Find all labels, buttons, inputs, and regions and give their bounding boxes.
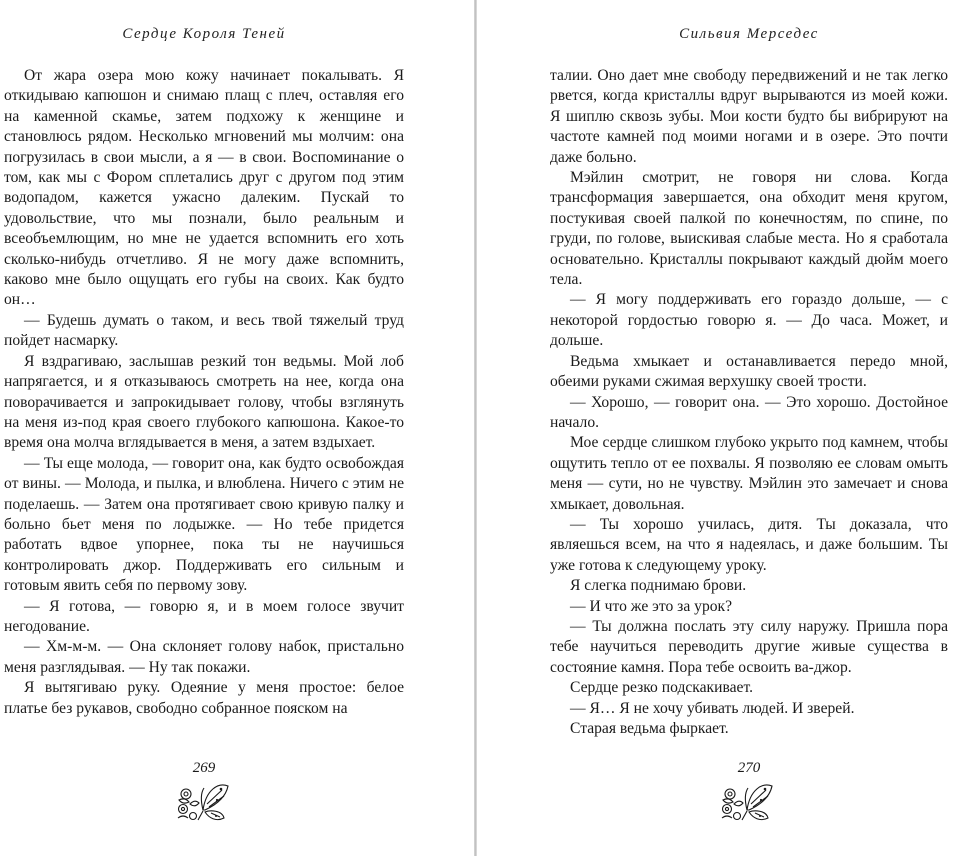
paragraph: — Я могу поддерживать его гораздо дольше, — с некоторой гордостью говорю я. — До часа. Может, и дольше. <box>550 291 948 350</box>
paragraph: Старая ведьма фыркает. <box>570 720 729 737</box>
paragraph: — Хорошо, — говорит она. — Это хорошо. Достойное начало. <box>550 393 948 431</box>
paragraph: — Ты должна послать эту силу наружу. Пришла пора тебе научиться переводить другие живые существа в состояние камня. Пора тебе освоить ва-джор. <box>550 617 948 676</box>
page-number: 269 <box>192 760 216 776</box>
paragraph: — И что же это за урок? <box>570 597 733 615</box>
left-page-body <box>4 66 404 719</box>
butterfly-floral-ornament-icon <box>176 780 232 824</box>
paragraph: Мое сердце слишком глубоко укрыто под камнем, чтобы ощутить тепло от ее похвалы. Я позволяю ее словам омыть меня — сути, но не чувству. Мэйлин это замечает и снова хмыкает, довольная. <box>550 434 948 513</box>
paragraph: Ведьма хмыкает и останавливается передо мной, обеими руками сжимая верхушку своей трости. <box>550 352 948 391</box>
paragraph: — Ты еще молода, — говорит она, как будто освобождая от вины. — Молода, и пылка, и влюблена. Ничего с этим не поделаешь. — Затем она протягивает свою кривую палку и больно бьет меня по лодыжке. — Но тебе придется работать вдвое упорнее, пока ты не научишься контролировать джор. Поддерживать его сильным и готовым явить себя по первому зову. <box>4 454 404 595</box>
paragraph: Мэйлин смотрит, не говоря ни слова. Когда трансформация завершается, она обходит меня кругом, постукивая своей палкой по конечностям, по спине, по груди, по голове, выискивая слабые места. Но я сработала основательно. Кристаллы покрывают каждый дюйм моего тела. <box>550 169 948 289</box>
left-page <box>4 0 404 856</box>
right-page <box>550 0 948 856</box>
paragraph: Я вздрагиваю, заслышав резкий тон ведьмы. Мой лоб напрягается, и я отказываюсь смотреть на нее, когда она поворачивается и запрокидывает голову, чтобы взглянуть на меня из-под края своего глубокого капюшона. Какое-то время она молча вглядывается в меня, а затем вздыхает. <box>4 352 404 452</box>
paragraph: — Ты хорошо училась, дитя. Ты доказала, что являешься всем, на что я надеялась, и даже большим. Ты уже готова к следующему уроку. <box>550 515 948 574</box>
right-page-body <box>550 66 948 739</box>
page-number: 270 <box>737 760 761 776</box>
running-head-author: Сильвия Мерседес <box>679 26 819 42</box>
paragraph: Я вытягиваю руку. Одеяние у меня простое: белое платье без рукавов, свободно собранное пояском на <box>4 679 404 717</box>
paragraph: Сердце резко подскакивает. <box>570 679 754 697</box>
paragraph: — Будешь думать о таком, и весь твой тяжелый труд пойдет насмарку. <box>4 311 404 350</box>
paragraph: От жара озера мою кожу начинает покалывать. Я откидываю капюшон и снимаю плащ с плеч, оставляя его на каменной скамье, затем подхожу к женщине и становлюсь рядом. Несколько мгновений мы молчим: она погрузилась в свои мысли, а я — в свои. Воспоминание о том, как мы с Фором сплетались друг с другом под этим водопадом, кажется ужасно далеким. Пускай то удовольствие, что мы познали, было реальным и всеобъемлющим, но мне не удается вспомнить его хоть сколько-нибудь отчетливо. Я не могу даже вспомнить, каково мне было ощущать его губы на своих. Как будто он… <box>4 67 404 309</box>
butterfly-floral-ornament-icon <box>720 780 776 824</box>
paragraph: — Я готова, — говорю я, и в моем голосе звучит негодование. <box>4 597 404 635</box>
paragraph: Я слегка поднимаю брови. <box>570 577 747 595</box>
book-spine-divider <box>474 0 477 856</box>
paragraph-continuation: талии. Оно дает мне свободу передвижений и не так легко рвется, когда кристаллы вдруг вырываются из моей кожи. Я шиплю сквозь зубы. Мои кости будто бы вибрируют на частоте камней под моими ногами и в озере. Это почти даже больно. <box>550 67 948 166</box>
paragraph: — Хм-м-м. — Она склоняет голову набок, пристально меня разглядывая. — Ну так покажи. <box>4 638 404 676</box>
running-head-book-title: Сердце Короля Теней <box>122 26 286 42</box>
paragraph: — Я… Я не хочу убивать людей. И зверей. <box>570 699 855 717</box>
